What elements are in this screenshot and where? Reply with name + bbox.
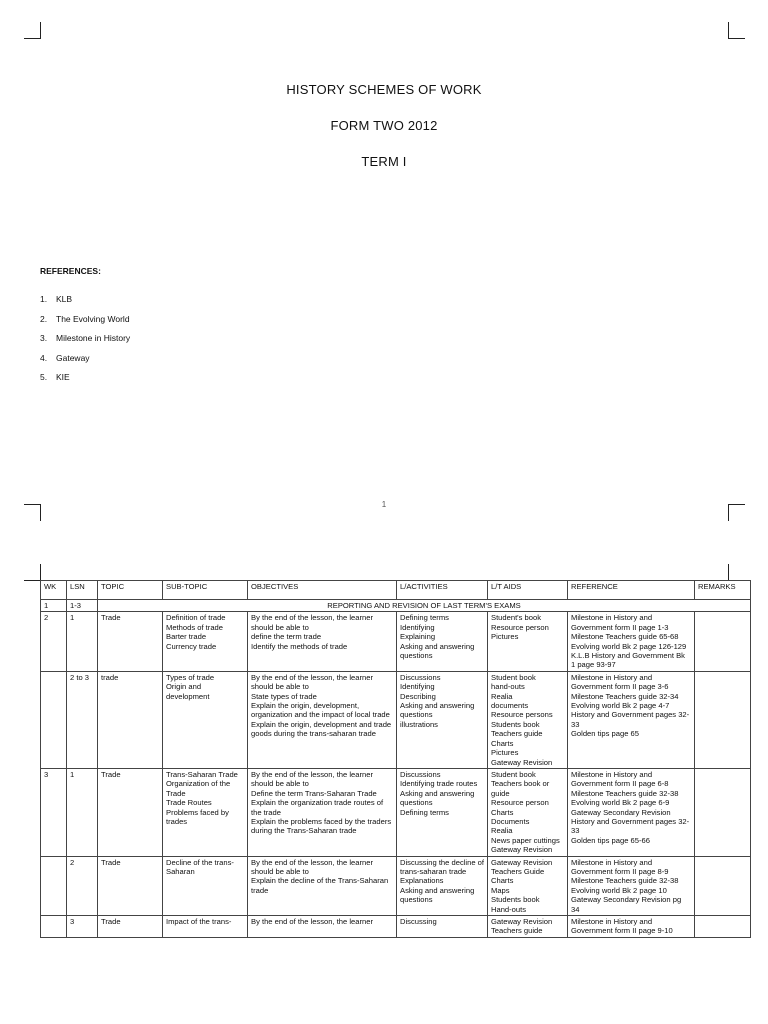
- cell-subtopic: Types of trade Origin and development: [163, 671, 248, 768]
- cell-lsn: 2: [67, 856, 98, 915]
- cell-activities: Discussing the decline of trans-saharan trade Explanations Asking and answering questions: [397, 856, 488, 915]
- cell-subtopic: Decline of the trans-Saharan: [163, 856, 248, 915]
- header-aids: L/T AIDS: [488, 581, 568, 600]
- cell-reference: Milestone in History and Government form II page 1-3 Milestone Teachers guide 65-68 Evolving world Bk 2 page 126-129 K.L.B History and Government Bk 1 page 93-97: [568, 612, 695, 671]
- reference-text: Gateway: [56, 352, 90, 363]
- crop-mark-top-right: [728, 22, 745, 39]
- scheme-table-wrapper: [40, 580, 750, 938]
- crop-mark-lower-left: [24, 564, 41, 581]
- cell-wk: [41, 856, 67, 915]
- cell-lsn: 1-3: [67, 600, 98, 612]
- cell-activities: Defining terms Identifying Explaining Asking and answering questions: [397, 612, 488, 671]
- table-header-row: [41, 581, 751, 600]
- page-number: 1: [381, 500, 387, 509]
- scheme-of-work-table: [40, 580, 751, 938]
- table-row: [41, 612, 751, 671]
- reference-number: 5.: [40, 372, 48, 382]
- cell-lsn: 2 to 3: [67, 671, 98, 768]
- reference-item: [40, 333, 130, 353]
- cell-wk: [41, 916, 67, 938]
- header-objectives: OBJECTIVES: [248, 581, 397, 600]
- cell-lsn: 1: [67, 768, 98, 856]
- cell-topic: Trade: [98, 612, 163, 671]
- references-list: [40, 294, 130, 392]
- cell-lsn: 3: [67, 916, 98, 938]
- cell-aids: Gateway Revision Teachers Guide Charts Maps Students book Hand-outs: [488, 856, 568, 915]
- cell-wk: 2: [41, 612, 67, 671]
- form-heading: FORM TWO 2012: [330, 118, 438, 133]
- cell-subtopic: Definition of trade Methods of trade Barter trade Currency trade: [163, 612, 248, 671]
- cell-topic: Trade: [98, 916, 163, 938]
- cell-topic: trade: [98, 671, 163, 768]
- cell-aids: Student book hand-outs Realia documents Resource persons Students book Teachers guide Charts Pictures Gateway Revision: [488, 671, 568, 768]
- reference-item: [40, 372, 130, 392]
- cell-aids: Student's book Resource person Pictures: [488, 612, 568, 671]
- revision-text: REPORTING AND REVISION OF LAST TERM'S EXAMS: [98, 600, 751, 612]
- reference-item: [40, 353, 130, 373]
- table-row: [41, 768, 751, 856]
- cell-subtopic: Impact of the trans-: [163, 916, 248, 938]
- cell-wk: 3: [41, 768, 67, 856]
- cell-activities: Discussing: [397, 916, 488, 938]
- cell-topic: Trade: [98, 856, 163, 915]
- header-remarks: REMARKS: [695, 581, 751, 600]
- cell-remarks: [695, 916, 751, 938]
- table-row: [41, 856, 751, 915]
- cell-aids: Student book Teachers book or guide Resource person Charts Documents Realia News paper cuttings Gateway Revision: [488, 768, 568, 856]
- cell-remarks: [695, 671, 751, 768]
- reference-text: The Evolving World: [56, 313, 130, 324]
- cell-reference: Milestone in History and Government form II page 9-10: [568, 916, 695, 938]
- revision-row: [41, 600, 751, 612]
- reference-number: 2.: [40, 313, 48, 324]
- reference-text: KLB: [56, 294, 73, 304]
- references-heading: REFERENCES:: [40, 266, 101, 276]
- cell-reference: Milestone in History and Government form II page 8-9 Milestone Teachers guide 32-38 Evolving world Bk 2 page 10 Gateway Secondary Revision pg 34: [568, 856, 695, 915]
- header-lsn: LSN: [67, 581, 98, 600]
- cell-topic: Trade: [98, 768, 163, 856]
- table-row: [41, 671, 751, 768]
- cell-objectives: By the end of the lesson, the learner should be able to Explain the decline of the Trans-Saharan trade: [248, 856, 397, 915]
- table-row: [41, 916, 751, 938]
- crop-mark-top-left: [24, 22, 41, 39]
- header-activities: L/ACTIVITIES: [397, 581, 488, 600]
- crop-mark-lower-right: [728, 564, 745, 581]
- reference-item: [40, 314, 130, 334]
- cell-objectives: By the end of the lesson, the learner should be able to define the term trade Identify the methods of trade: [248, 612, 397, 671]
- header-reference: REFERENCE: [568, 581, 695, 600]
- header-subtopic: SUB-TOPIC: [163, 581, 248, 600]
- cell-aids: Gateway Revision Teachers guide: [488, 916, 568, 938]
- cell-objectives: By the end of the lesson, the learner: [248, 916, 397, 938]
- reference-text: KIE: [56, 372, 70, 382]
- cell-wk: 1: [41, 600, 67, 612]
- cell-lsn: 1: [67, 612, 98, 671]
- reference-number: 4.: [40, 352, 48, 363]
- header-topic: TOPIC: [98, 581, 163, 600]
- header-wk: WK: [41, 581, 67, 600]
- reference-text: Milestone in History: [56, 333, 131, 343]
- cell-remarks: [695, 768, 751, 856]
- term-heading: TERM I: [361, 154, 407, 169]
- reference-item: [40, 294, 130, 314]
- cell-remarks: [695, 612, 751, 671]
- cell-wk: [41, 671, 67, 768]
- cell-remarks: [695, 856, 751, 915]
- cell-activities: Discussions Identifying Describing Asking and answering questions illustrations: [397, 671, 488, 768]
- cell-subtopic: Trans-Saharan Trade Organization of the Trade Trade Routes Problems faced by trades: [163, 768, 248, 856]
- cell-objectives: By the end of the lesson, the learner should be able to State types of trade Explain the origin, development, organization and the impact of local trade Explain the origin, development and trade goods during the trans-saharan trade: [248, 671, 397, 768]
- document-title: HISTORY SCHEMES OF WORK: [286, 82, 482, 97]
- reference-number: 3.: [40, 333, 48, 343]
- cell-objectives: By the end of the lesson, the learner should be able to Define the term Trans-Saharan Trade Explain the organization trade routes of the trade Explain the problems faced by the traders during the Trans-Saharan trade: [248, 768, 397, 856]
- cell-reference: Milestone in History and Government form II page 6-8 Milestone Teachers guide 32-38 Evolving world Bk 2 page 6-9 Gateway Secondary Revision History and Government pages 32-33 Golden tips page 65-66: [568, 768, 695, 856]
- cell-activities: Discussions Identifying trade routes Asking and answering questions Defining terms: [397, 768, 488, 856]
- cell-reference: Milestone in History and Government form II page 3-6 Milestone Teachers guide 32-34 Evolving world Bk 2 page 4-7 History and Government pages 32-33 Golden tips page 65: [568, 671, 695, 768]
- reference-number: 1.: [40, 294, 48, 304]
